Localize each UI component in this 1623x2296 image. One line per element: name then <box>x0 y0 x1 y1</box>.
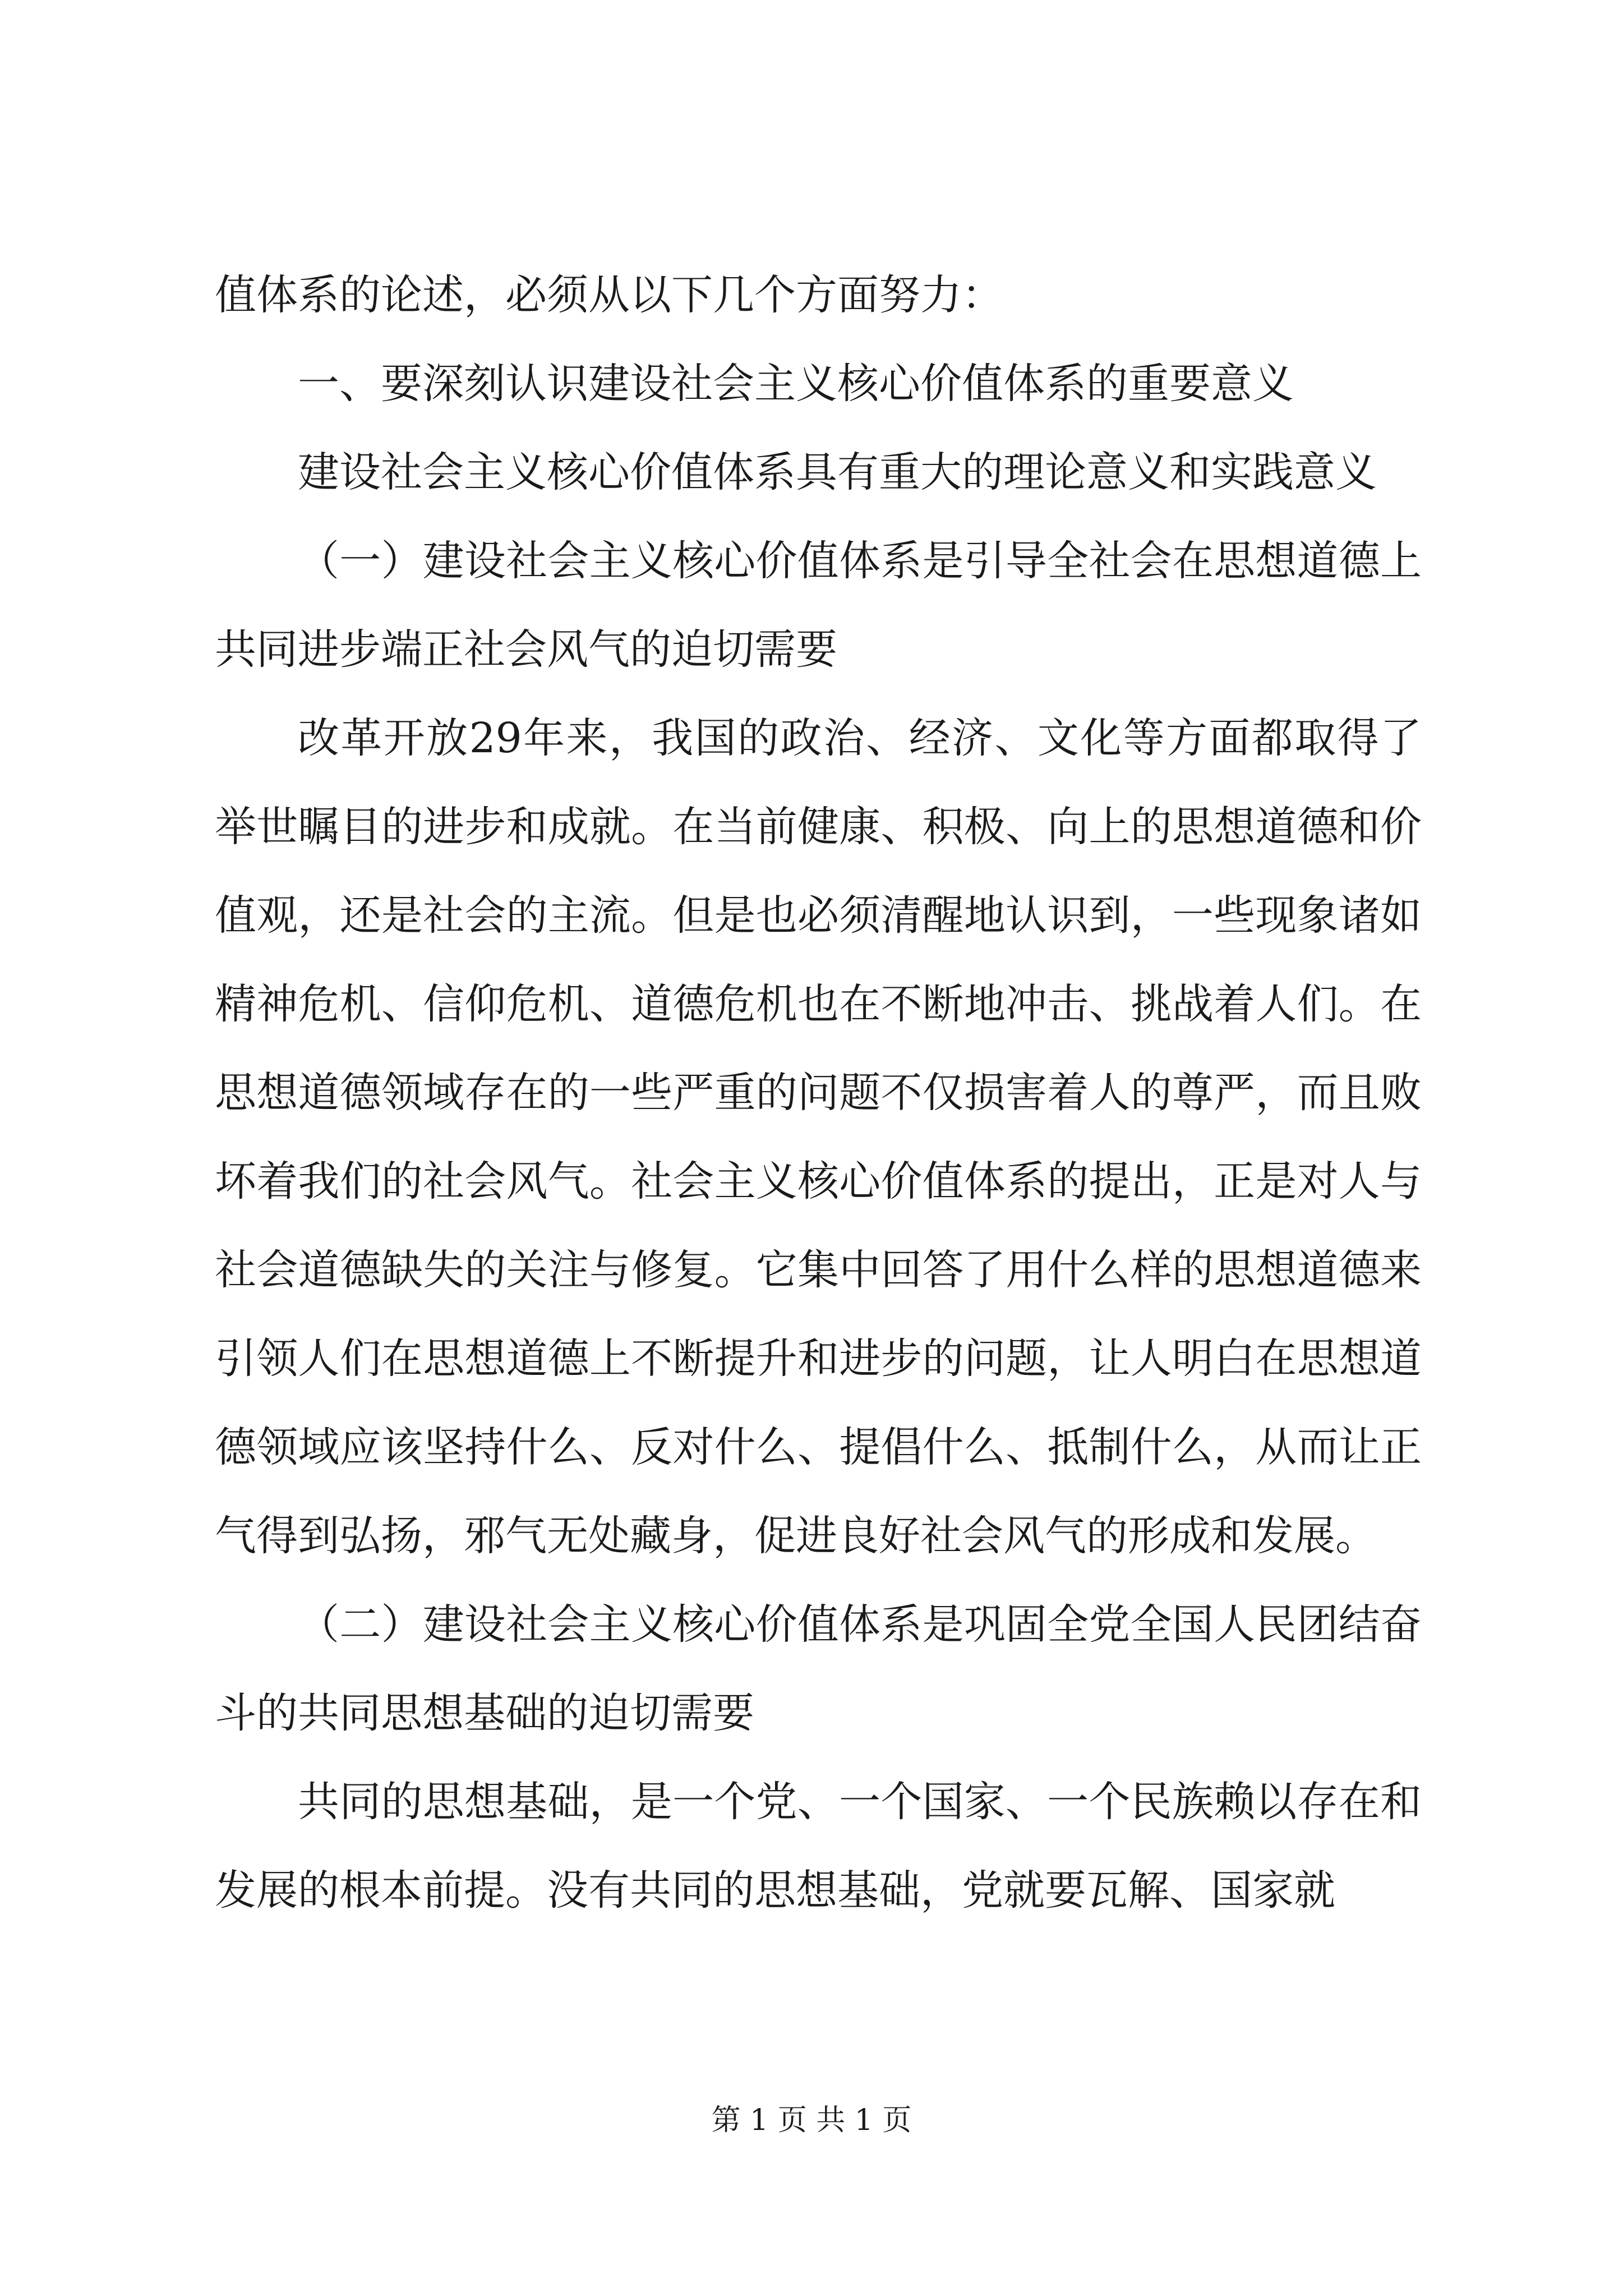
subsection-heading-2: （二）建设社会主义核心价值体系是巩固全党全国人民团结奋斗的共同思想基础的迫切需要 <box>215 1600 1422 1737</box>
paragraph-body-2: 共同的思想基础，是一个党、一个国家、一个民族赖以存在和发展的根本前提。没有共同的思想基础，党就要瓦解、国家就 <box>215 1778 1422 1915</box>
paragraph-intro: 建设社会主义核心价值体系具有重大的理论意义和实践意义 <box>298 448 1377 496</box>
section-heading: 一、要深刻认识建设社会主义核心价值体系的重要意义 <box>298 360 1294 408</box>
page-number-label: 第 1 页 共 1 页 <box>711 2104 912 2137</box>
subsection-heading-1: （一）建设社会主义核心价值体系是引导全社会在思想道德上共同进步端正社会风气的迫切需要 <box>215 537 1422 674</box>
page-footer <box>0 2101 1623 2140</box>
document-body <box>215 251 1422 1935</box>
paragraph-continuation: 值体系的论述，必须从以下几个方面努力： <box>215 271 1003 319</box>
paragraph-body-1: 改革开放29年来，我国的政治、经济、文化等方面都取得了举世瞩目的进步和成就。在当前健康、积极、向上的思想道德和价值观，还是社会的主流。但是也必须清醒地认识到，一些现象诸如精神危机、信仰危机、道德危机也在不断地冲击、挑战着人们。在思想道德领域存在的一些严重的问题不仅损害着人的尊严，而且败坏着我们的社会风气。社会主义核心价值体系的提出，正是对人与社会道德缺失的关注与修复。它集中回答了用什么样的思想道德来引领人们在思想道德上不断提升和进步的问题，让人明白在思想道德领域应该坚持什么、反对什么、提倡什么、抵制什么，从而让正气得到弘扬，邪气无处藏身，促进良好社会风气的形成和发展。 <box>215 714 1422 1560</box>
